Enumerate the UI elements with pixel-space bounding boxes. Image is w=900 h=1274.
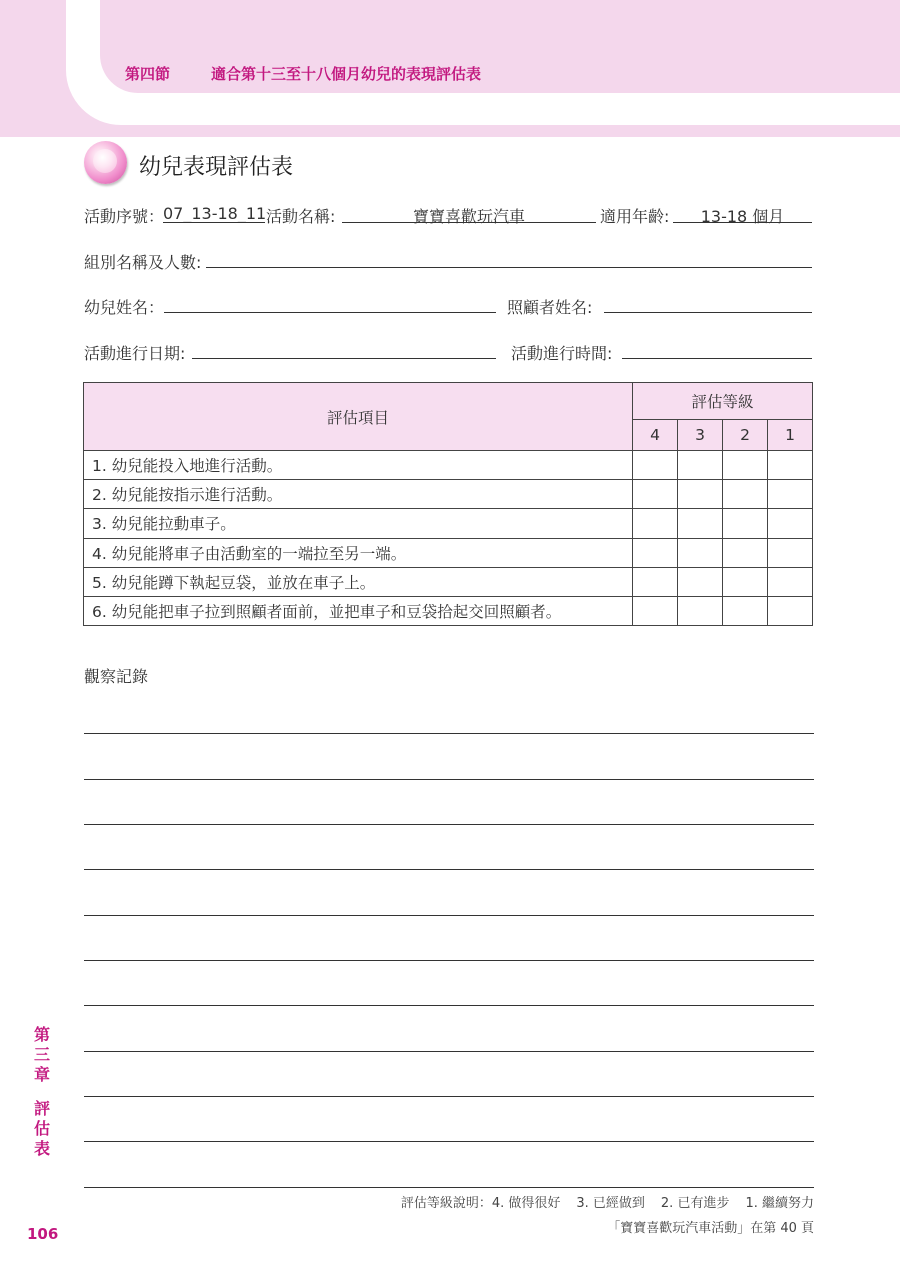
item-label: 3. 幼兒能拉動車子。 [84,509,633,538]
activity-name-value: 寶寶喜歡玩汽車 [412,207,525,226]
age-underline [673,222,812,223]
table-row [84,509,813,538]
table-row [84,596,813,625]
observation-line[interactable] [84,1005,814,1006]
grade-cell[interactable] [633,538,678,567]
section-title: 適合第十三至十八個月幼兒的表現評估表 [211,65,482,83]
item-label: 5. 幼兒能蹲下執起豆袋，並放在車子上。 [84,567,633,596]
group-field[interactable] [206,267,812,268]
age-value: 13-18 個月 [700,207,785,226]
grade-cell[interactable] [723,480,768,509]
evaluation-table [83,382,813,626]
grade-cell[interactable] [633,451,678,480]
grade-cell[interactable] [678,509,723,538]
activity-id-label: 活動序號： [84,207,165,226]
chapter-char: 章 [33,1065,50,1084]
grade-2-header: 2 [723,420,768,451]
grade-cell[interactable] [678,596,723,625]
observation-line[interactable] [84,1141,814,1142]
observation-line[interactable] [84,824,814,825]
chapter-char: 第 [33,1025,50,1044]
observation-line[interactable] [84,915,814,916]
time-field[interactable] [622,358,812,359]
item-label: 6. 幼兒能把車子拉到照顧者面前，並把車子和豆袋拾起交回照顧者。 [84,596,633,625]
item-label: 2. 幼兒能按指示進行活動。 [84,480,633,509]
grade-cell[interactable] [768,538,813,567]
observation-line[interactable] [84,1187,814,1188]
grade-cell[interactable] [768,567,813,596]
grade-4-header: 4 [633,420,678,451]
grade-cell[interactable] [768,596,813,625]
grade-cell[interactable] [678,480,723,509]
grade-cell[interactable] [633,567,678,596]
table-row [84,480,813,509]
grade-cell[interactable] [723,567,768,596]
grade-legend [401,1192,814,1211]
page-number: 106 [27,1225,59,1243]
observation-line[interactable] [84,1096,814,1097]
page-title: 幼兒表現評估表 [139,155,294,180]
table-row [84,538,813,567]
table-row [84,567,813,596]
chapter-char: 三 [33,1045,50,1064]
observation-line[interactable] [84,869,814,870]
section-header [125,63,481,84]
pink-circle-bullet-icon [84,141,127,184]
observation-line[interactable] [84,779,814,780]
grade-cell[interactable] [633,509,678,538]
legend-item: 評估等級說明：4. 做得很好 [400,1196,561,1211]
caregiver-name-field[interactable] [604,312,812,313]
chapter-side-tab [27,1025,57,1159]
item-label: 1. 幼兒能投入地進行活動。 [84,451,633,480]
grade-cell[interactable] [633,596,678,625]
grade-header: 評估等級 [633,383,813,420]
grade-cell[interactable] [723,596,768,625]
grade-cell[interactable] [768,480,813,509]
grade-cell[interactable] [633,480,678,509]
grade-cell[interactable] [768,509,813,538]
grade-cell[interactable] [678,538,723,567]
grade-cell[interactable] [723,538,768,567]
grade-cell[interactable] [678,451,723,480]
item-label: 4. 幼兒能將車子由活動室的一端拉至另一端。 [84,538,633,567]
date-field[interactable] [192,358,496,359]
legend-item: 3. 已經做到 [576,1196,645,1211]
grade-cell[interactable] [768,451,813,480]
topic-char: 評 [33,1099,50,1118]
activity-id-underline [163,222,265,223]
legend-item: 2. 已有進步 [660,1196,730,1211]
child-name-field[interactable] [164,312,496,313]
grade-1-header: 1 [768,420,813,451]
observation-line[interactable] [84,960,814,961]
grade-3-header: 3 [678,420,723,451]
grade-cell[interactable] [723,509,768,538]
caregiver-name-label: 照顧者姓名: [507,298,593,317]
observation-line[interactable] [84,1051,814,1052]
legend-item: 1. 繼續努力 [745,1196,814,1211]
group-label: 組別名稱及人數: [84,253,202,272]
date-label: 活動進行日期: [84,344,186,363]
child-name-label: 幼兒姓名： [84,298,165,317]
topic-char: 估 [33,1119,50,1138]
observation-line[interactable] [84,733,814,734]
grade-cell[interactable] [678,567,723,596]
item-header: 評估項目 [84,383,633,451]
table-row [84,451,813,480]
activity-name-label: 活動名稱: [266,207,336,226]
topic-char: 表 [33,1139,50,1158]
activity-id-value: 07_13-18_11 [163,204,267,223]
activity-name-underline [342,222,596,223]
time-label: 活動進行時間: [511,344,613,363]
grade-cell[interactable] [723,451,768,480]
page-reference: 「寶寶喜歡玩汽車活動」在第 40 頁 [607,1221,814,1236]
section-number: 第四節 [125,65,171,83]
age-label: 適用年齡: [600,207,670,226]
observation-title: 觀察記錄 [84,667,149,686]
